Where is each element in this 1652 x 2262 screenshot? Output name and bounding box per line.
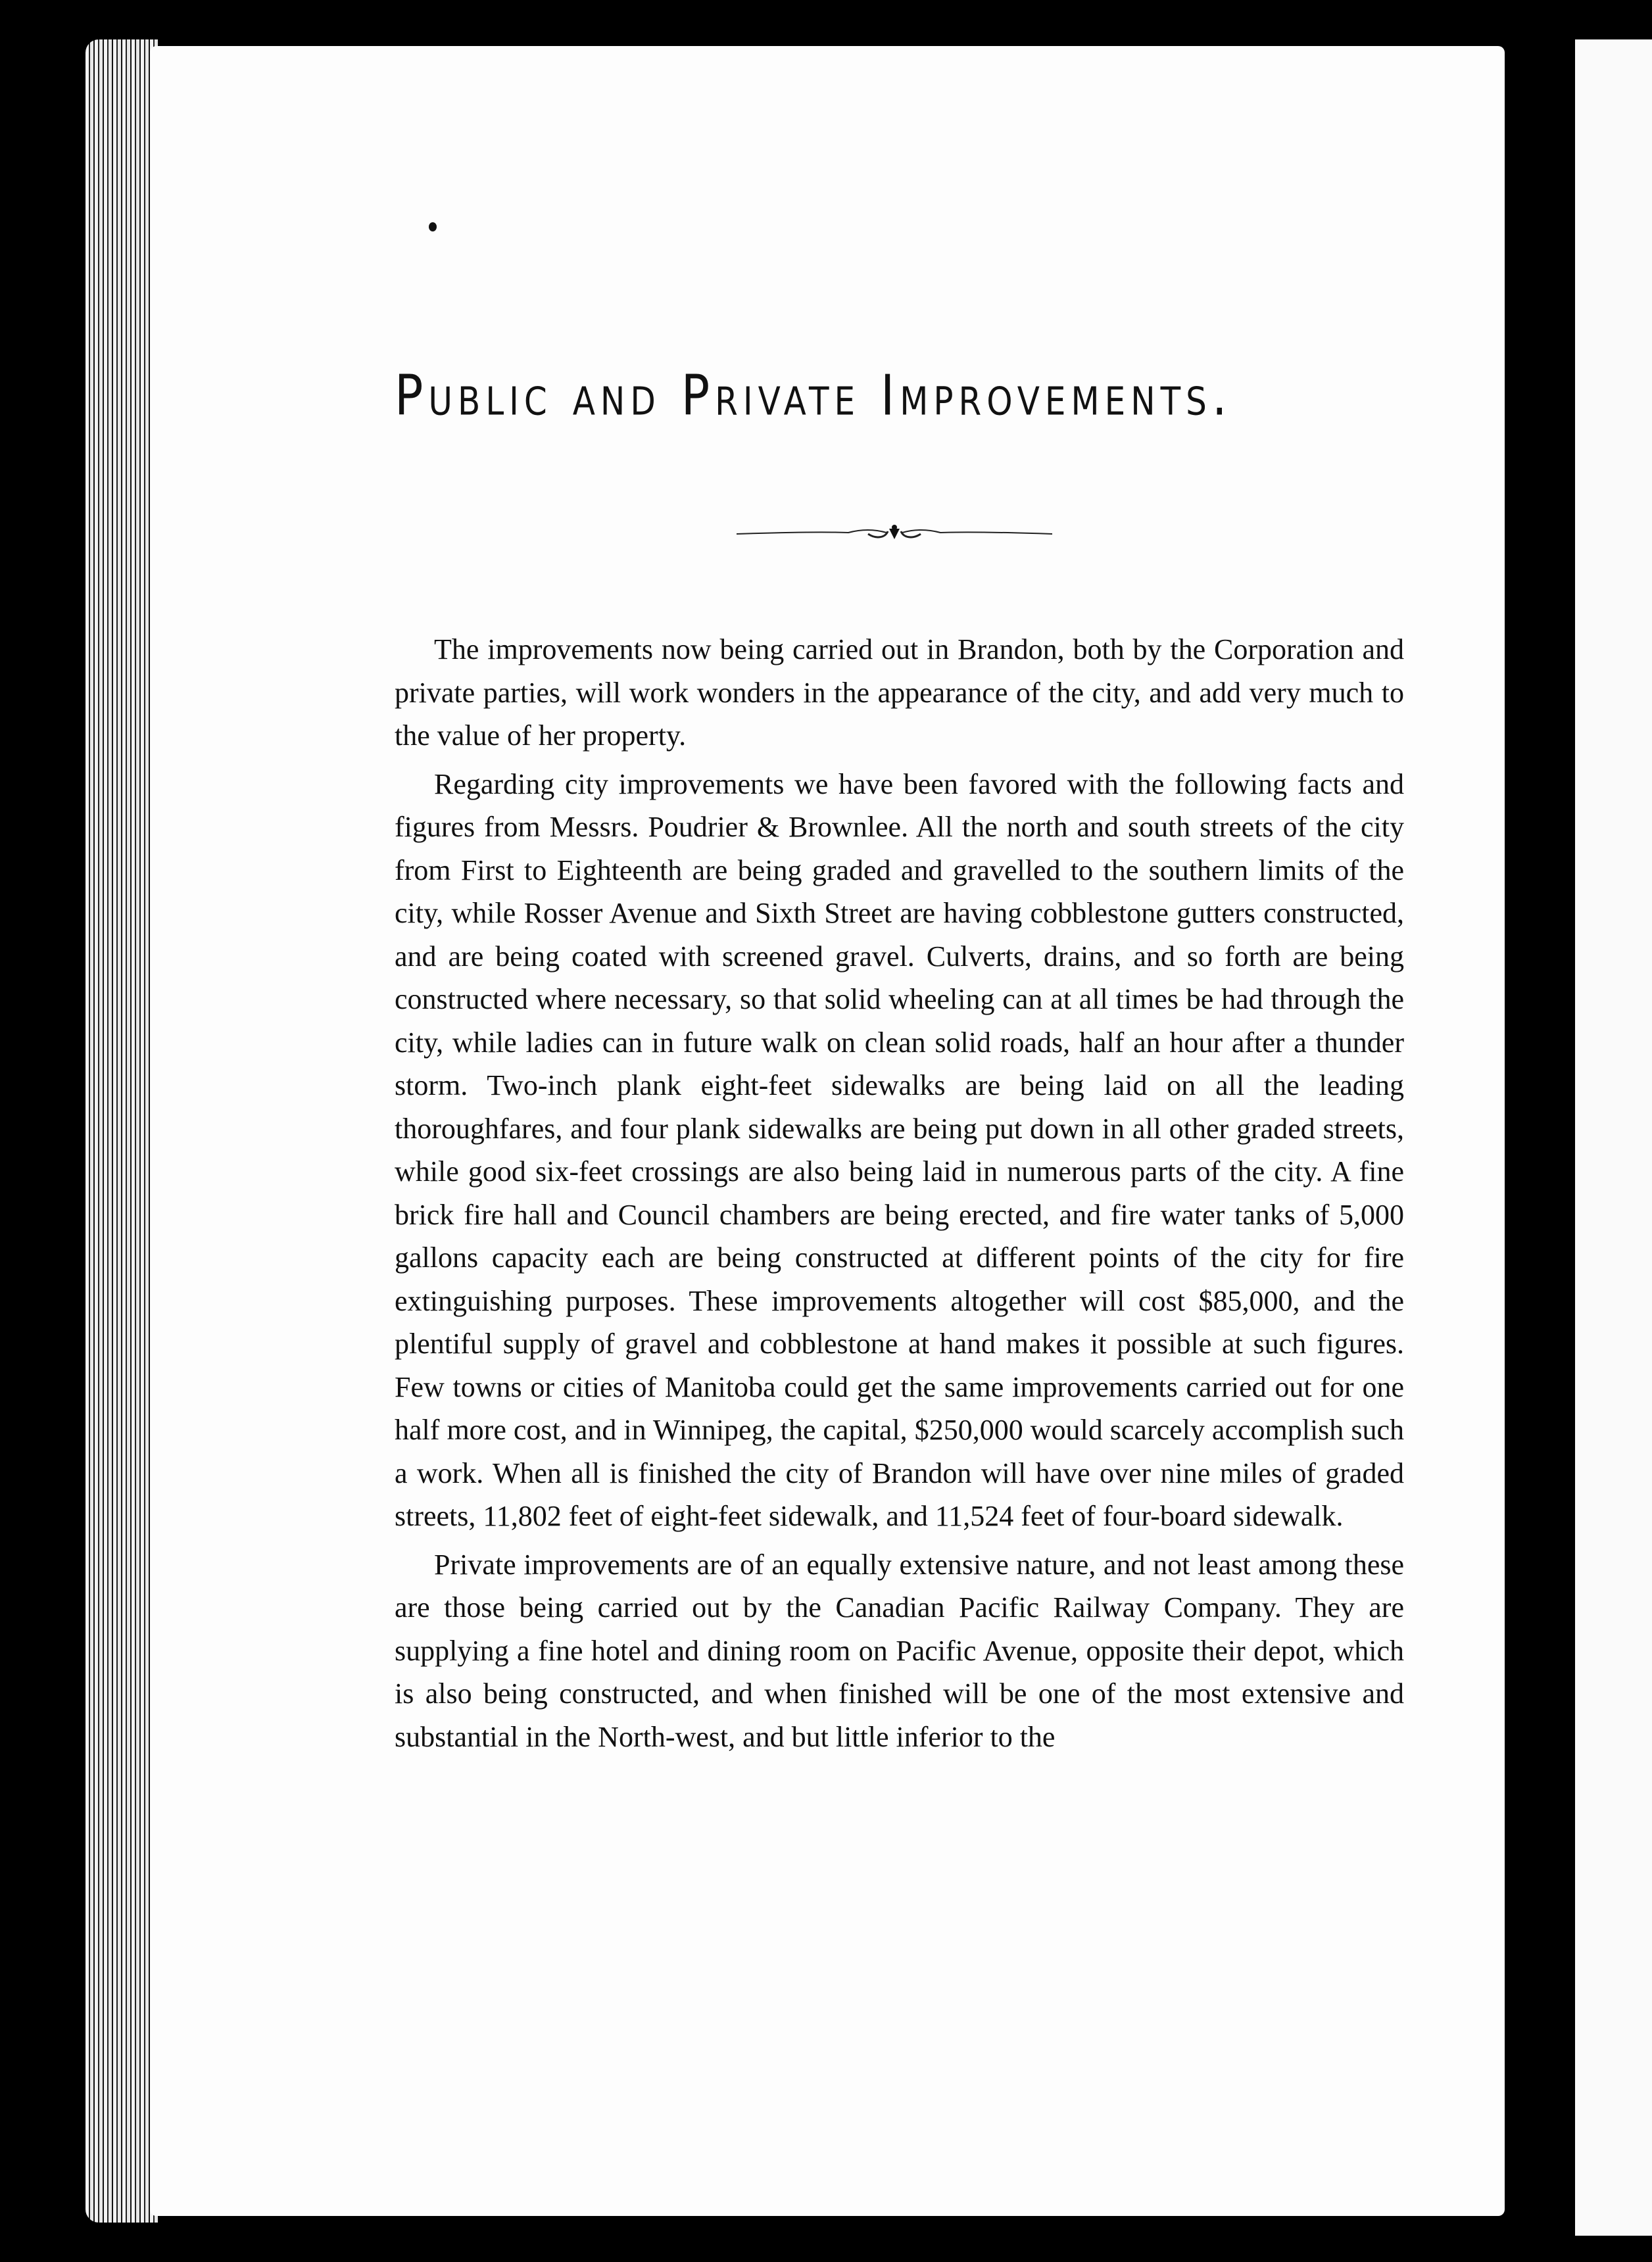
page-title: Public and Private Improvements. [395,362,1232,428]
article-body [395,628,1404,1758]
decorative-divider-icon [737,519,1052,546]
ink-dot [429,222,437,231]
adjacent-page-edge [1575,39,1652,2236]
paragraph: Regarding city improvements we have been favored with the following facts and figures from Messrs. Poudrier & Brownlee. All the north and south streets of the city from First to Eighteenth are being graded and gravelled to the southern limits of the city, while Rosser Avenue and Sixth Street are having cobblestone gutters constructed, and are being coated with screened gravel. Culverts, drains, and so forth are being constructed where necessary, so that solid wheeling can at all times be had through the city, while ladies can in future walk on clean solid roads, half an hour after a thunder storm. Two-inch plank eight-feet sidewalks are being laid on all the leading thoroughfares, and four plank sidewalks are being put down in all other graded streets, while good six-feet crossings are also being laid in numerous parts of the city. A fine brick fire hall and Council chambers are being erected, and fire water tanks of 5,000 gallons capacity each are being constructed at different points of the city for fire extinguishing purposes. These improvements altogether will cost $85,000, and the plentiful supply of gravel and cobblestone at hand makes it possible at such figures. Few towns or cities of Manitoba could get the same improvements carried out for one half more cost, and in Winnipeg, the capital, $250,000 would scarcely accomplish such a work. When all is finished the city of Brandon will have over nine miles of graded streets, 11,802 feet of eight-feet sidewalk, and 11,524 feet of four-board sidewalk. [395,767,1404,1532]
page-edges [85,39,158,2223]
paragraph: The improvements now being carried out in Brandon, both by the Corporation and private parties, will work wonders in the appearance of the city, and add very much to the value of her property. [395,633,1404,752]
paragraph: Private improvements are of an equally extensive nature, and not least among these are those being carried out by the Canadian Pacific Railway Company. They are supplying a fine hotel and dining room on Pacific Avenue, opposite their depot, which is also being constructed, and when finished will be one of the most extensive and substantial in the North-west, and but little inferior to the [395,1548,1404,1753]
